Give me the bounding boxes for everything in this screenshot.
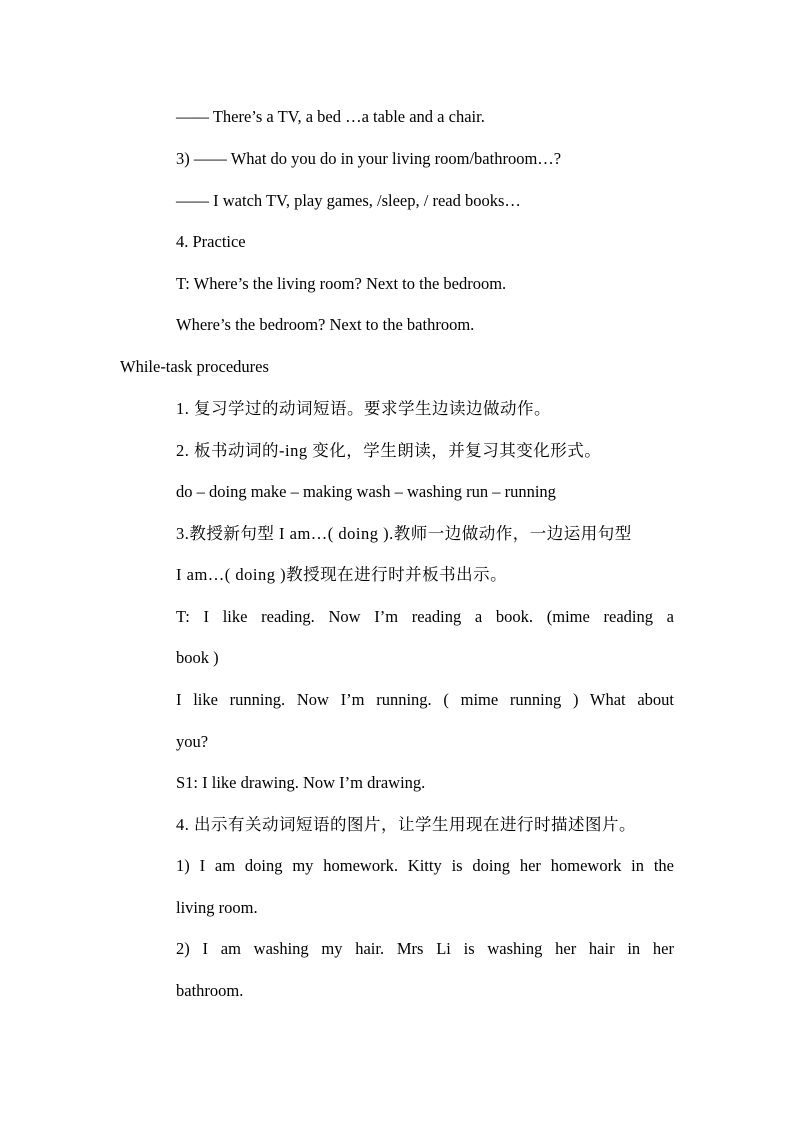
practice-line-1: T: Where’s the living room? Next to the bedroom. [176, 274, 507, 293]
answer-line-watch-tv: —— I watch TV, play games, /sleep, / read books… [176, 191, 521, 210]
step-1-line: 1. 复习学过的动词短语。要求学生边读边做动作。 [176, 399, 551, 418]
section-heading-while-task: While-task procedures [120, 357, 269, 376]
running-example-line-2: you? [176, 732, 209, 751]
heading-practice: 4. Practice [176, 232, 246, 251]
practice-line-2: Where’s the bedroom? Next to the bathroom. [176, 315, 475, 334]
running-example-line-1: I like running. Now I’m running. ( mime running ) What about [176, 690, 674, 709]
teacher-example-line-2: book ) [176, 648, 219, 667]
picture-sentence-1-line-2: living room. [176, 898, 258, 917]
question-line-3: 3) —— What do you do in your living room/bathroom…? [176, 149, 562, 168]
teacher-example-line-1: T: I like reading. Now I’m reading a book. (mime reading a [176, 607, 674, 626]
step-3-line-2: I am…( doing )教授现在进行时并板书出示。 [176, 565, 508, 584]
step-3-line-1: 3.教授新句型 I am…( doing ).教师一边做动作，一边运用句型 [176, 524, 632, 543]
verb-ing-forms-line: do – doing make – making wash – washing run – running [176, 482, 556, 501]
step-2-line: 2. 板书动词的-ing 变化，学生朗读，并复习其变化形式。 [176, 441, 602, 460]
step-4-line: 4. 出示有关动词短语的图片，让学生用现在进行时描述图片。 [176, 815, 636, 834]
picture-sentence-2-line-2: bathroom. [176, 981, 244, 1000]
student-example-line: S1: I like drawing. Now I’m drawing. [176, 773, 426, 792]
picture-sentence-1-line-1: 1) I am doing my homework. Kitty is doing her homework in the [176, 856, 674, 875]
answer-line-tv-bed: —— There’s a TV, a bed …a table and a chair. [176, 107, 485, 126]
picture-sentence-2-line-1: 2) I am washing my hair. Mrs Li is washing her hair in her [176, 939, 674, 958]
